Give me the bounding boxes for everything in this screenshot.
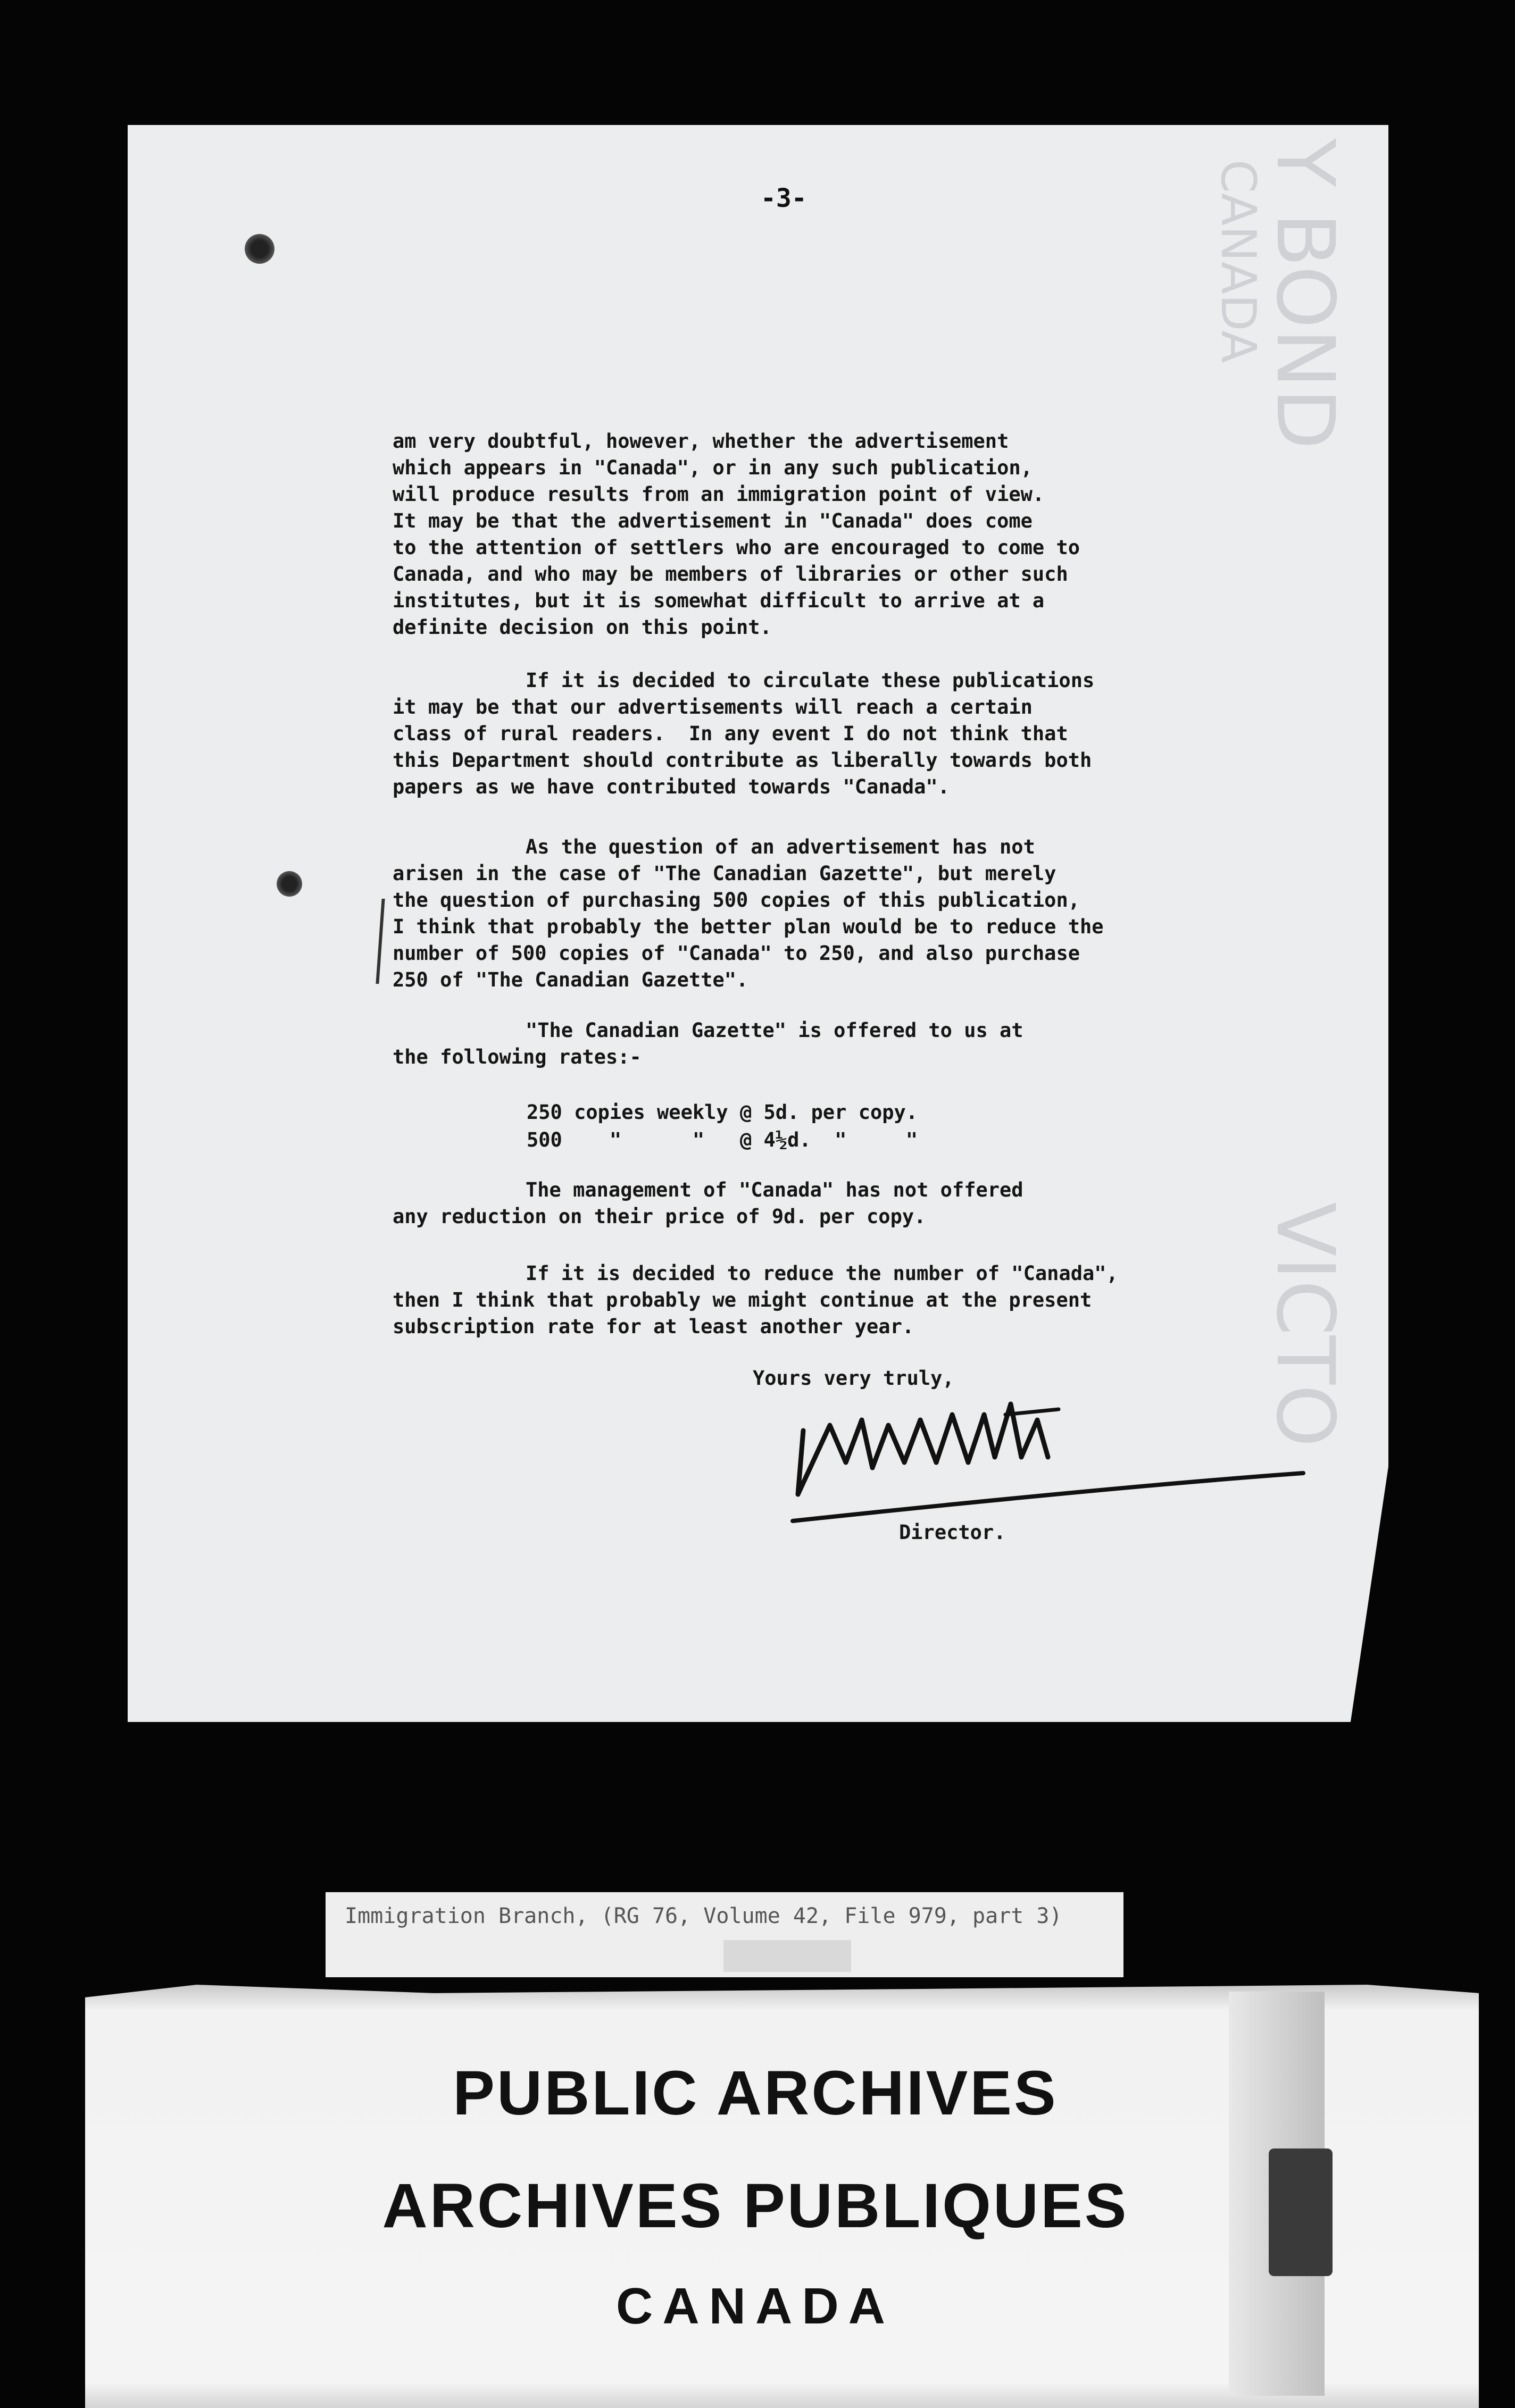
closing-salutation: Yours very truly,	[753, 1367, 954, 1390]
banner-line-french: ARCHIVES PUBLIQUES	[382, 2171, 1129, 2241]
page-number: -3-	[761, 183, 807, 213]
signature-title: Director.	[899, 1521, 1006, 1544]
paragraph-1: am very doubtful, however, whether the advertisement which appears in "Canada", or in any such publication, will produce results from an immigration point of view. It may be that the advertisement in "Canada" does come to the attention of settlers who are encouraged to come to Canada, and who may be members of libraries or other such institutes, but it is somewhat difficult to arrive at a definite decision on this point.	[393, 430, 1080, 639]
handwritten-signature	[782, 1383, 1314, 1542]
archive-reference-text: Immigration Branch, (RG 76, Volume 42, File 979, part 3)	[345, 1904, 1062, 1928]
watermark-line-1: Y BOND	[1259, 138, 1351, 450]
paragraph-2: If it is decided to circulate these publications it may be that our advertisements will reach a certain class of rural readers. In any event I do not think that this Department should contribute as liberally towards both papers as we have contributed towards "Canada".	[393, 669, 1095, 798]
paragraph-5: The management of "Canada" has not offered any reduction on their price of 9d. per copy.	[393, 1178, 1023, 1228]
watermark-line-2: CANADA	[1210, 160, 1266, 363]
punch-hole-middle	[277, 871, 302, 897]
banner-line-english: PUBLIC ARCHIVES	[453, 2058, 1058, 2128]
punch-hole-top	[245, 234, 274, 264]
paragraph-4: "The Canadian Gazette" is offered to us at the following rates:-	[393, 1019, 1023, 1068]
banner-line-country: CANADA	[616, 2278, 895, 2335]
label-tape	[723, 1940, 851, 1972]
watermark-line-3: VICTO	[1259, 1202, 1351, 1448]
paragraph-3: As the question of an advertisement has not arisen in the case of "The Canadian Gazette", but merely the question of purchasing 500 copies of this publication, I think that probably the better plan would be to reduce the number of 500 copies of "Canada" to 250, and also purchase 250 of "The Canadian Gazette".	[393, 835, 1104, 991]
rate-line-2: 500 " " @ 4½d. " "	[527, 1128, 918, 1151]
rate-line-1: 250 copies weekly @ 5d. per copy.	[527, 1101, 918, 1124]
paragraph-6: If it is decided to reduce the number of "Canada", then I think that probably we might continue at the present subscription rate for at least another year.	[393, 1262, 1118, 1338]
